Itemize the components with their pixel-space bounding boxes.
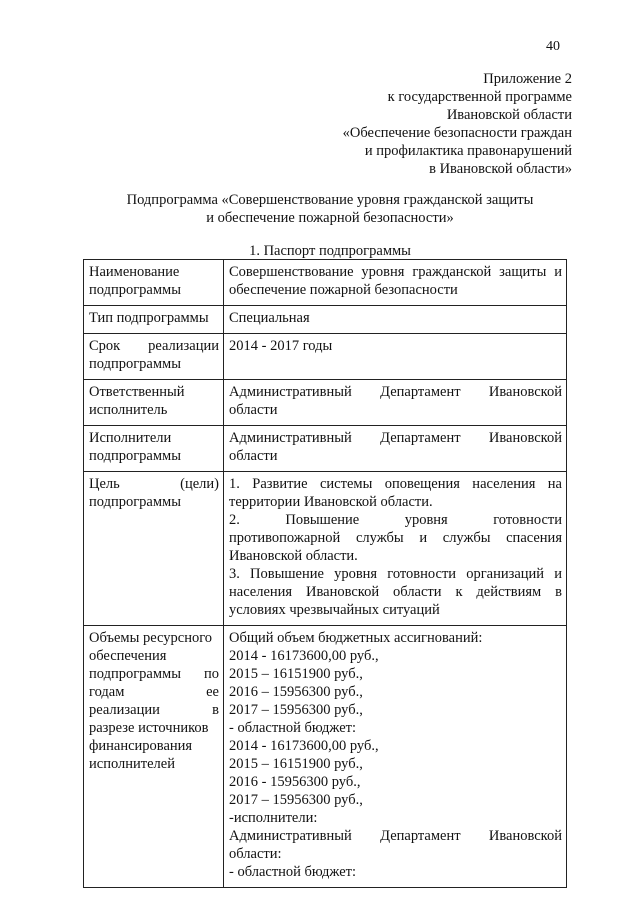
value-cell: [224, 380, 567, 426]
label-cell: [84, 426, 224, 472]
label-cell: [84, 380, 224, 426]
subprogram-title-line: и обеспечение пожарной безопасности»: [206, 210, 454, 226]
subprogram-title: [60, 191, 600, 227]
appendix-line: Приложение 2: [483, 71, 572, 87]
value-line: -исполнители:: [229, 810, 318, 826]
label-cell: [84, 626, 224, 888]
page-number: 40: [546, 39, 560, 54]
label-line: Наименование: [89, 264, 180, 280]
value-line: области:: [229, 846, 282, 862]
label-line: Срок реализации: [89, 338, 219, 354]
value-cell: [224, 306, 567, 334]
value-line: населения Ивановской области к действиям в: [229, 584, 562, 600]
label-line: Ответственный: [89, 384, 185, 400]
value-cell: [224, 626, 567, 888]
label-line: Объемы ресурсного: [89, 630, 213, 646]
value-cell: [224, 426, 567, 472]
label-line: разрезе источников: [89, 720, 209, 736]
value-line: Общий объем бюджетных ассигнований:: [229, 630, 483, 646]
label-line: Цель (цели): [89, 476, 219, 492]
label-line: исполнитель: [89, 402, 168, 418]
value-line: 2014 - 16173600,00 руб.,: [229, 648, 379, 664]
value-line: Специальная: [229, 310, 310, 326]
value-line: 2015 – 16151900 руб.,: [229, 666, 363, 682]
table-row-goals: [84, 472, 567, 626]
appendix-line: Ивановской области: [446, 107, 572, 123]
value-line: 2015 – 16151900 руб.,: [229, 756, 363, 772]
value-line: 2016 - 15956300 руб.,: [229, 774, 361, 790]
passport-table: [83, 259, 567, 888]
appendix-line: и профилактика правонарушений: [364, 143, 572, 159]
value-line: 2. Повышение уровня готовности: [229, 512, 562, 528]
value-line: 2016 – 15956300 руб.,: [229, 684, 363, 700]
label-line: годам ее: [89, 684, 219, 700]
table-row-name: [84, 260, 567, 306]
value-line: 2017 – 15956300 руб.,: [229, 702, 363, 718]
table-row-responsible: [84, 380, 567, 426]
value-cell: [224, 260, 567, 306]
value-line: противопожарной службы и службы спасения: [229, 530, 562, 546]
value-line: 3. Повышение уровня готовности организаций и: [229, 566, 562, 582]
value-line: Административный Департамент Ивановской: [229, 430, 562, 446]
value-line: - областной бюджет:: [229, 720, 357, 736]
value-cell: [224, 472, 567, 626]
label-line: подпрограммы: [89, 494, 181, 510]
appendix-line: в Ивановской области»: [429, 161, 572, 177]
label-line: финансирования: [89, 738, 193, 754]
label-line: подпрограммы: [89, 282, 181, 298]
label-line: обеспечения: [89, 648, 167, 664]
table-row-funding: [84, 626, 567, 888]
label-line: реализации в: [89, 702, 219, 718]
value-line: области: [229, 402, 278, 418]
label-line: подпрограммы: [89, 448, 181, 464]
value-cell: [224, 334, 567, 380]
value-line: условиях чрезвычайных ситуаций: [229, 602, 440, 618]
value-line: 2014 - 2017 годы: [229, 338, 333, 354]
label-line: исполнителей: [89, 756, 175, 772]
label-line: Исполнители: [89, 430, 172, 446]
value-line: Ивановской области.: [229, 548, 358, 564]
value-line: 1. Развитие системы оповещения населения на: [229, 476, 562, 492]
value-line: области: [229, 448, 278, 464]
subprogram-title-line: Подпрограмма «Совершенствование уровня гражданской защиты: [126, 192, 534, 208]
value-line: - областной бюджет:: [229, 864, 357, 880]
value-line: Административный Департамент Ивановской: [229, 384, 562, 400]
table-row-period: [84, 334, 567, 380]
passport-heading: 1. Паспорт подпрограммы: [249, 243, 411, 259]
value-line: 2014 - 16173600,00 руб.,: [229, 738, 379, 754]
appendix-line: «Обеспечение безопасности граждан: [342, 125, 572, 141]
value-line: территории Ивановской области.: [229, 494, 433, 510]
label-line: Тип подпрограммы: [89, 310, 209, 326]
label-cell: [84, 472, 224, 626]
appendix-header: [343, 70, 572, 178]
appendix-line: к государственной программе: [387, 89, 572, 105]
value-line: 2017 – 15956300 руб.,: [229, 792, 363, 808]
label-cell: [84, 306, 224, 334]
table-row-type: [84, 306, 567, 334]
value-line: обеспечение пожарной безопасности: [229, 282, 458, 298]
value-line: Совершенствование уровня гражданской защиты и: [229, 264, 562, 280]
label-line: подпрограммы по: [89, 666, 219, 682]
label-line: подпрограммы: [89, 356, 181, 372]
label-cell: [84, 334, 224, 380]
table-row-executors: [84, 426, 567, 472]
value-line: Административный Департамент Ивановской: [229, 828, 562, 844]
label-cell: [84, 260, 224, 306]
